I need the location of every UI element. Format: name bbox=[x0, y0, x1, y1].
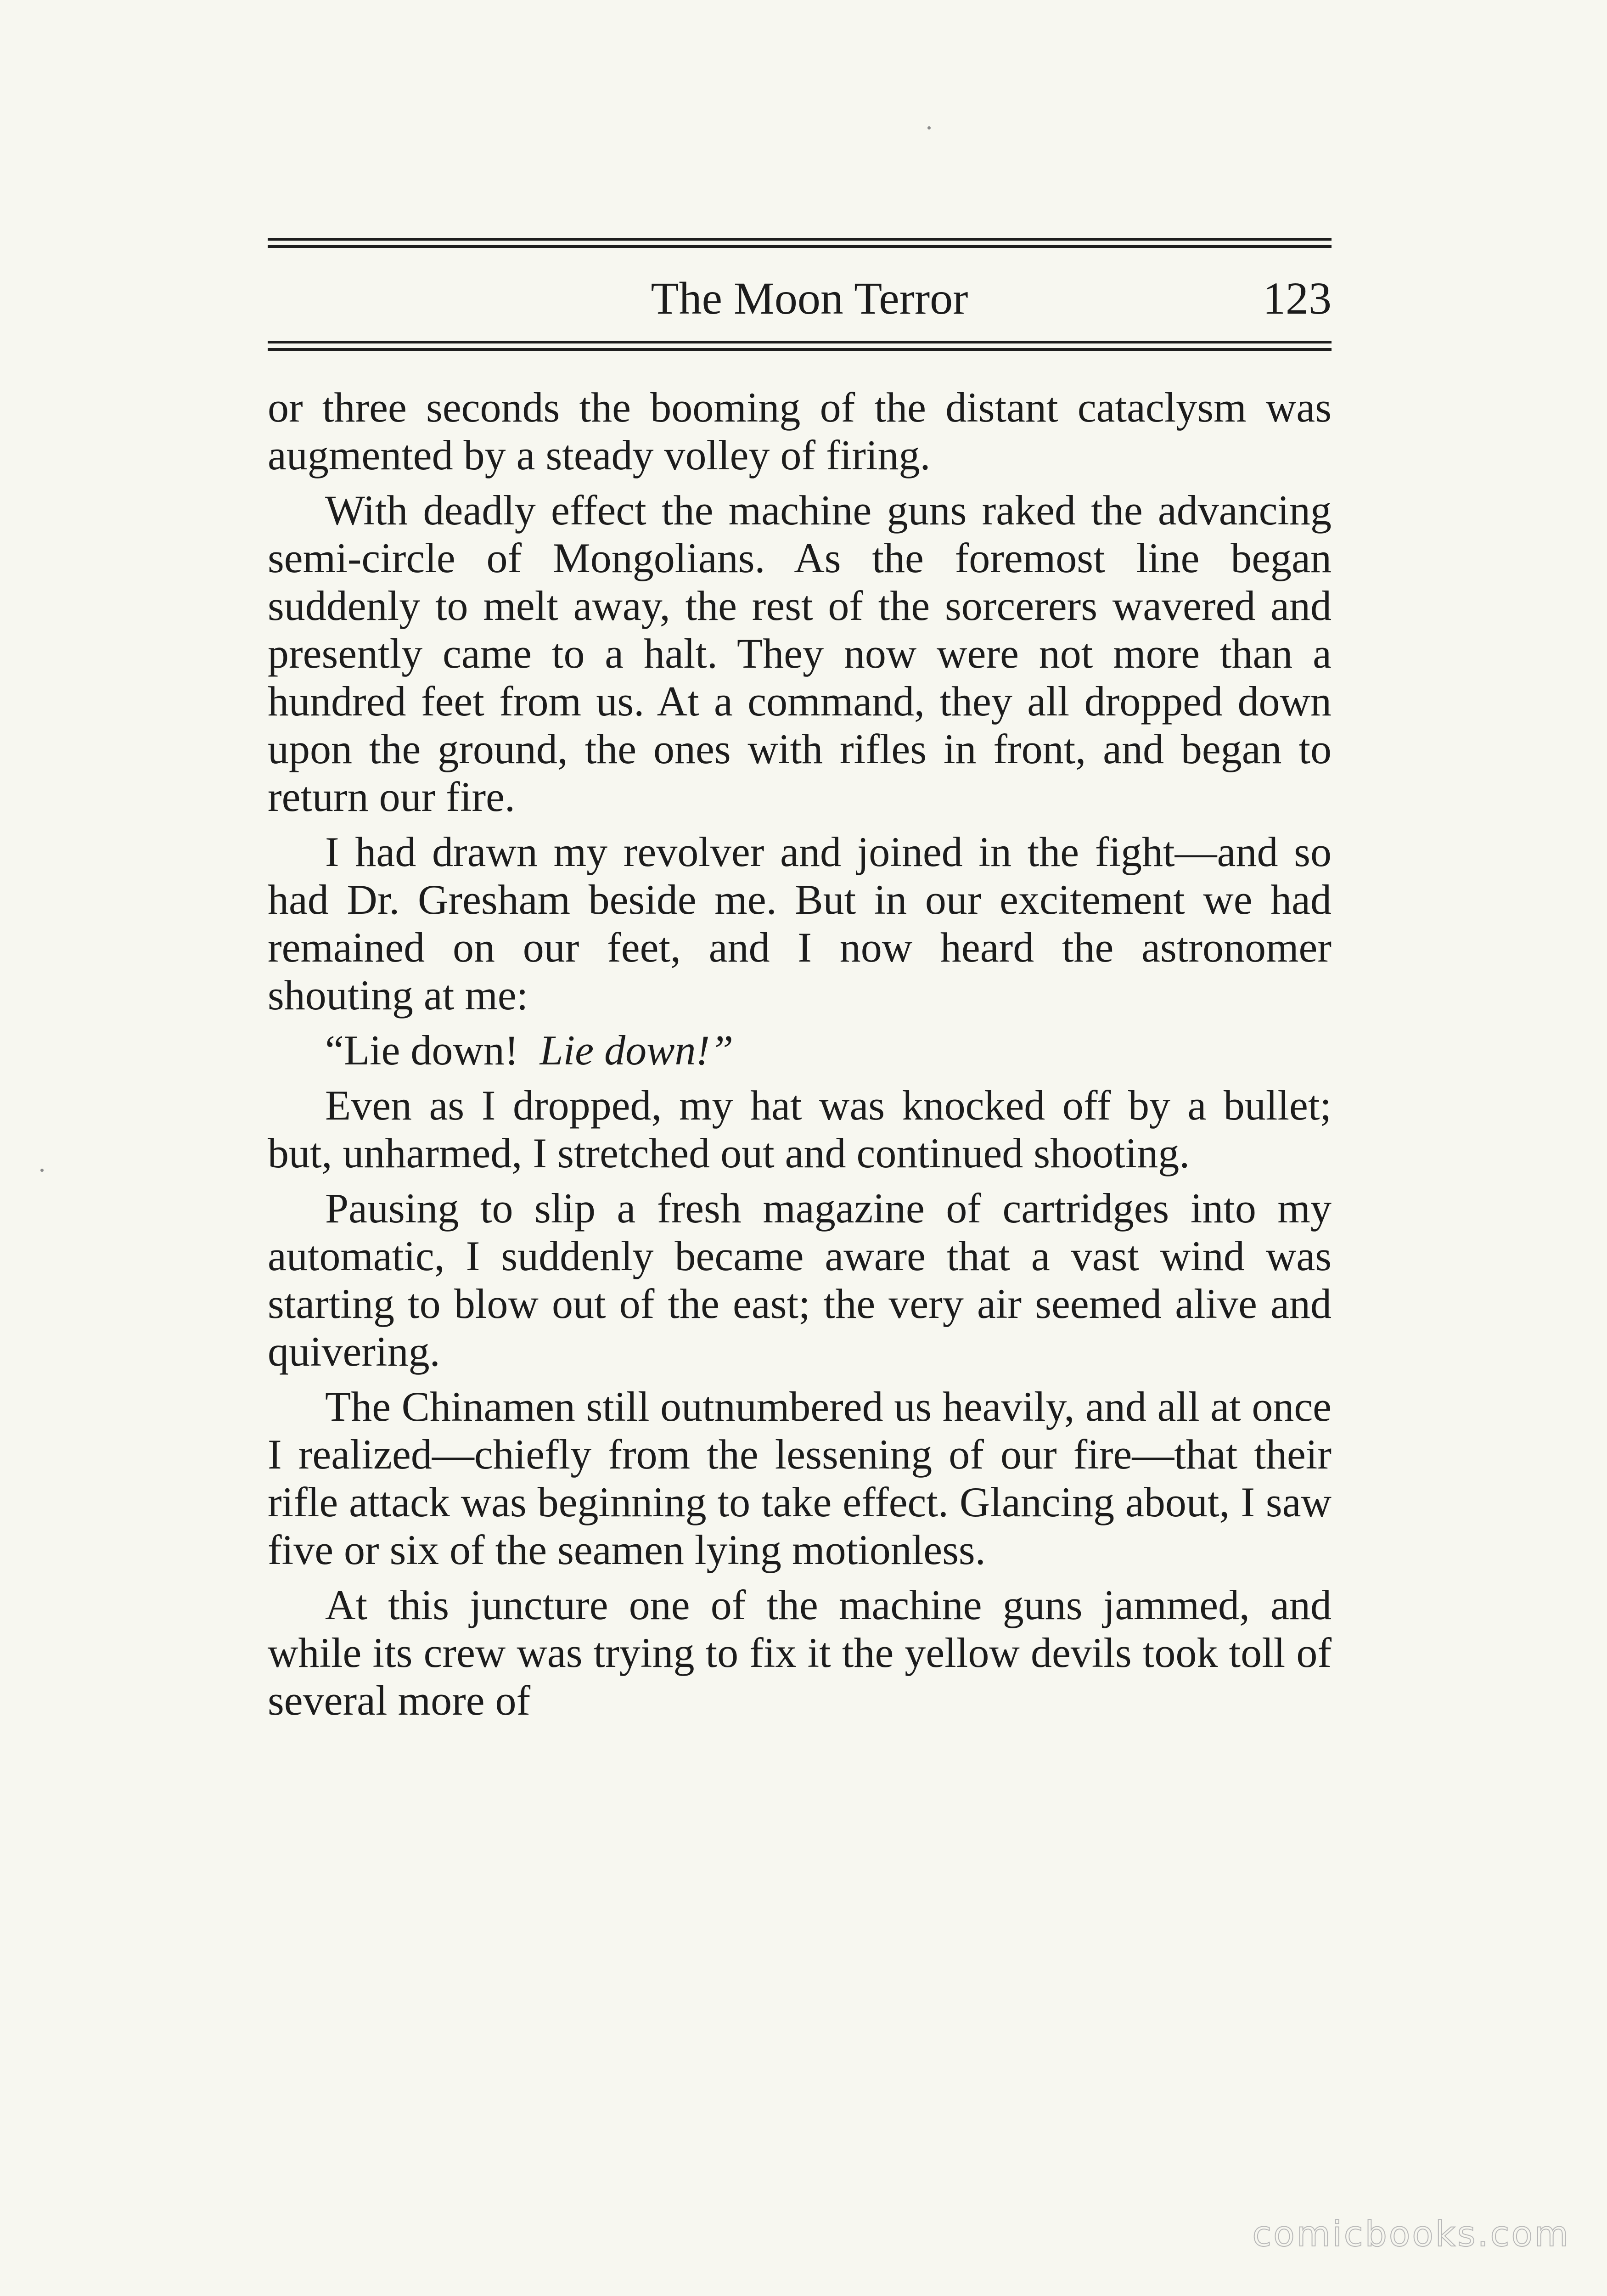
dialogue-emphasis: Lie down!” bbox=[539, 1027, 734, 1074]
paragraph: I had drawn my revolver and joined in the fight—and so had Dr. Gresham beside me. But in our excitement we had remained on our feet, and I now heard the astronomer shouting at me: bbox=[268, 828, 1332, 1019]
dialogue-line bbox=[268, 1026, 1332, 1074]
paragraph-continuation: or three seconds the booming of the distant cataclysm was augmented by a steady volley of firing. bbox=[268, 384, 1332, 478]
running-title: The Moon Terror bbox=[651, 273, 968, 324]
paragraph: The Chinamen still outnumbered us heavily, and all at once I realized—chiefly from the lessening of our fire—that their rifle attack was beginning to take effect. Glancing about, I saw five or six of the seamen lying motionless. bbox=[268, 1383, 1332, 1573]
header-rule-bottom bbox=[268, 341, 1332, 352]
paper-speck bbox=[40, 1169, 44, 1172]
paragraph: Even as I dropped, my hat was knocked off by a bullet; but, unharmed, I stretched out and continued shooting. bbox=[268, 1082, 1332, 1176]
page-number: 123 bbox=[1263, 273, 1332, 324]
body-text bbox=[268, 383, 1332, 1732]
dialogue-plain: “Lie down! bbox=[325, 1027, 519, 1074]
watermark: comicbooks.com bbox=[1252, 2213, 1570, 2254]
running-head bbox=[268, 271, 1332, 326]
header-rule-top bbox=[268, 238, 1332, 249]
paragraph: With deadly effect the machine guns raked the advancing semi-circle of Mongolians. As the foremost line began suddenly to melt away, the rest of the sorcerers wavered and presently came to a halt. They now were not more than a hundred feet from us. At a command, they all dropped down upon the ground, the ones with rifles in front, and began to return our fire. bbox=[268, 487, 1332, 820]
paragraph: At this juncture one of the machine guns jammed, and while its crew was trying to fix it the yellow devils took toll of several more of bbox=[268, 1581, 1332, 1724]
paragraph: Pausing to slip a fresh magazine of cartridges into my automatic, I suddenly became aware that a vast wind was starting to blow out of the east; the very air seemed alive and quivering. bbox=[268, 1185, 1332, 1375]
paper-speck bbox=[927, 126, 931, 129]
